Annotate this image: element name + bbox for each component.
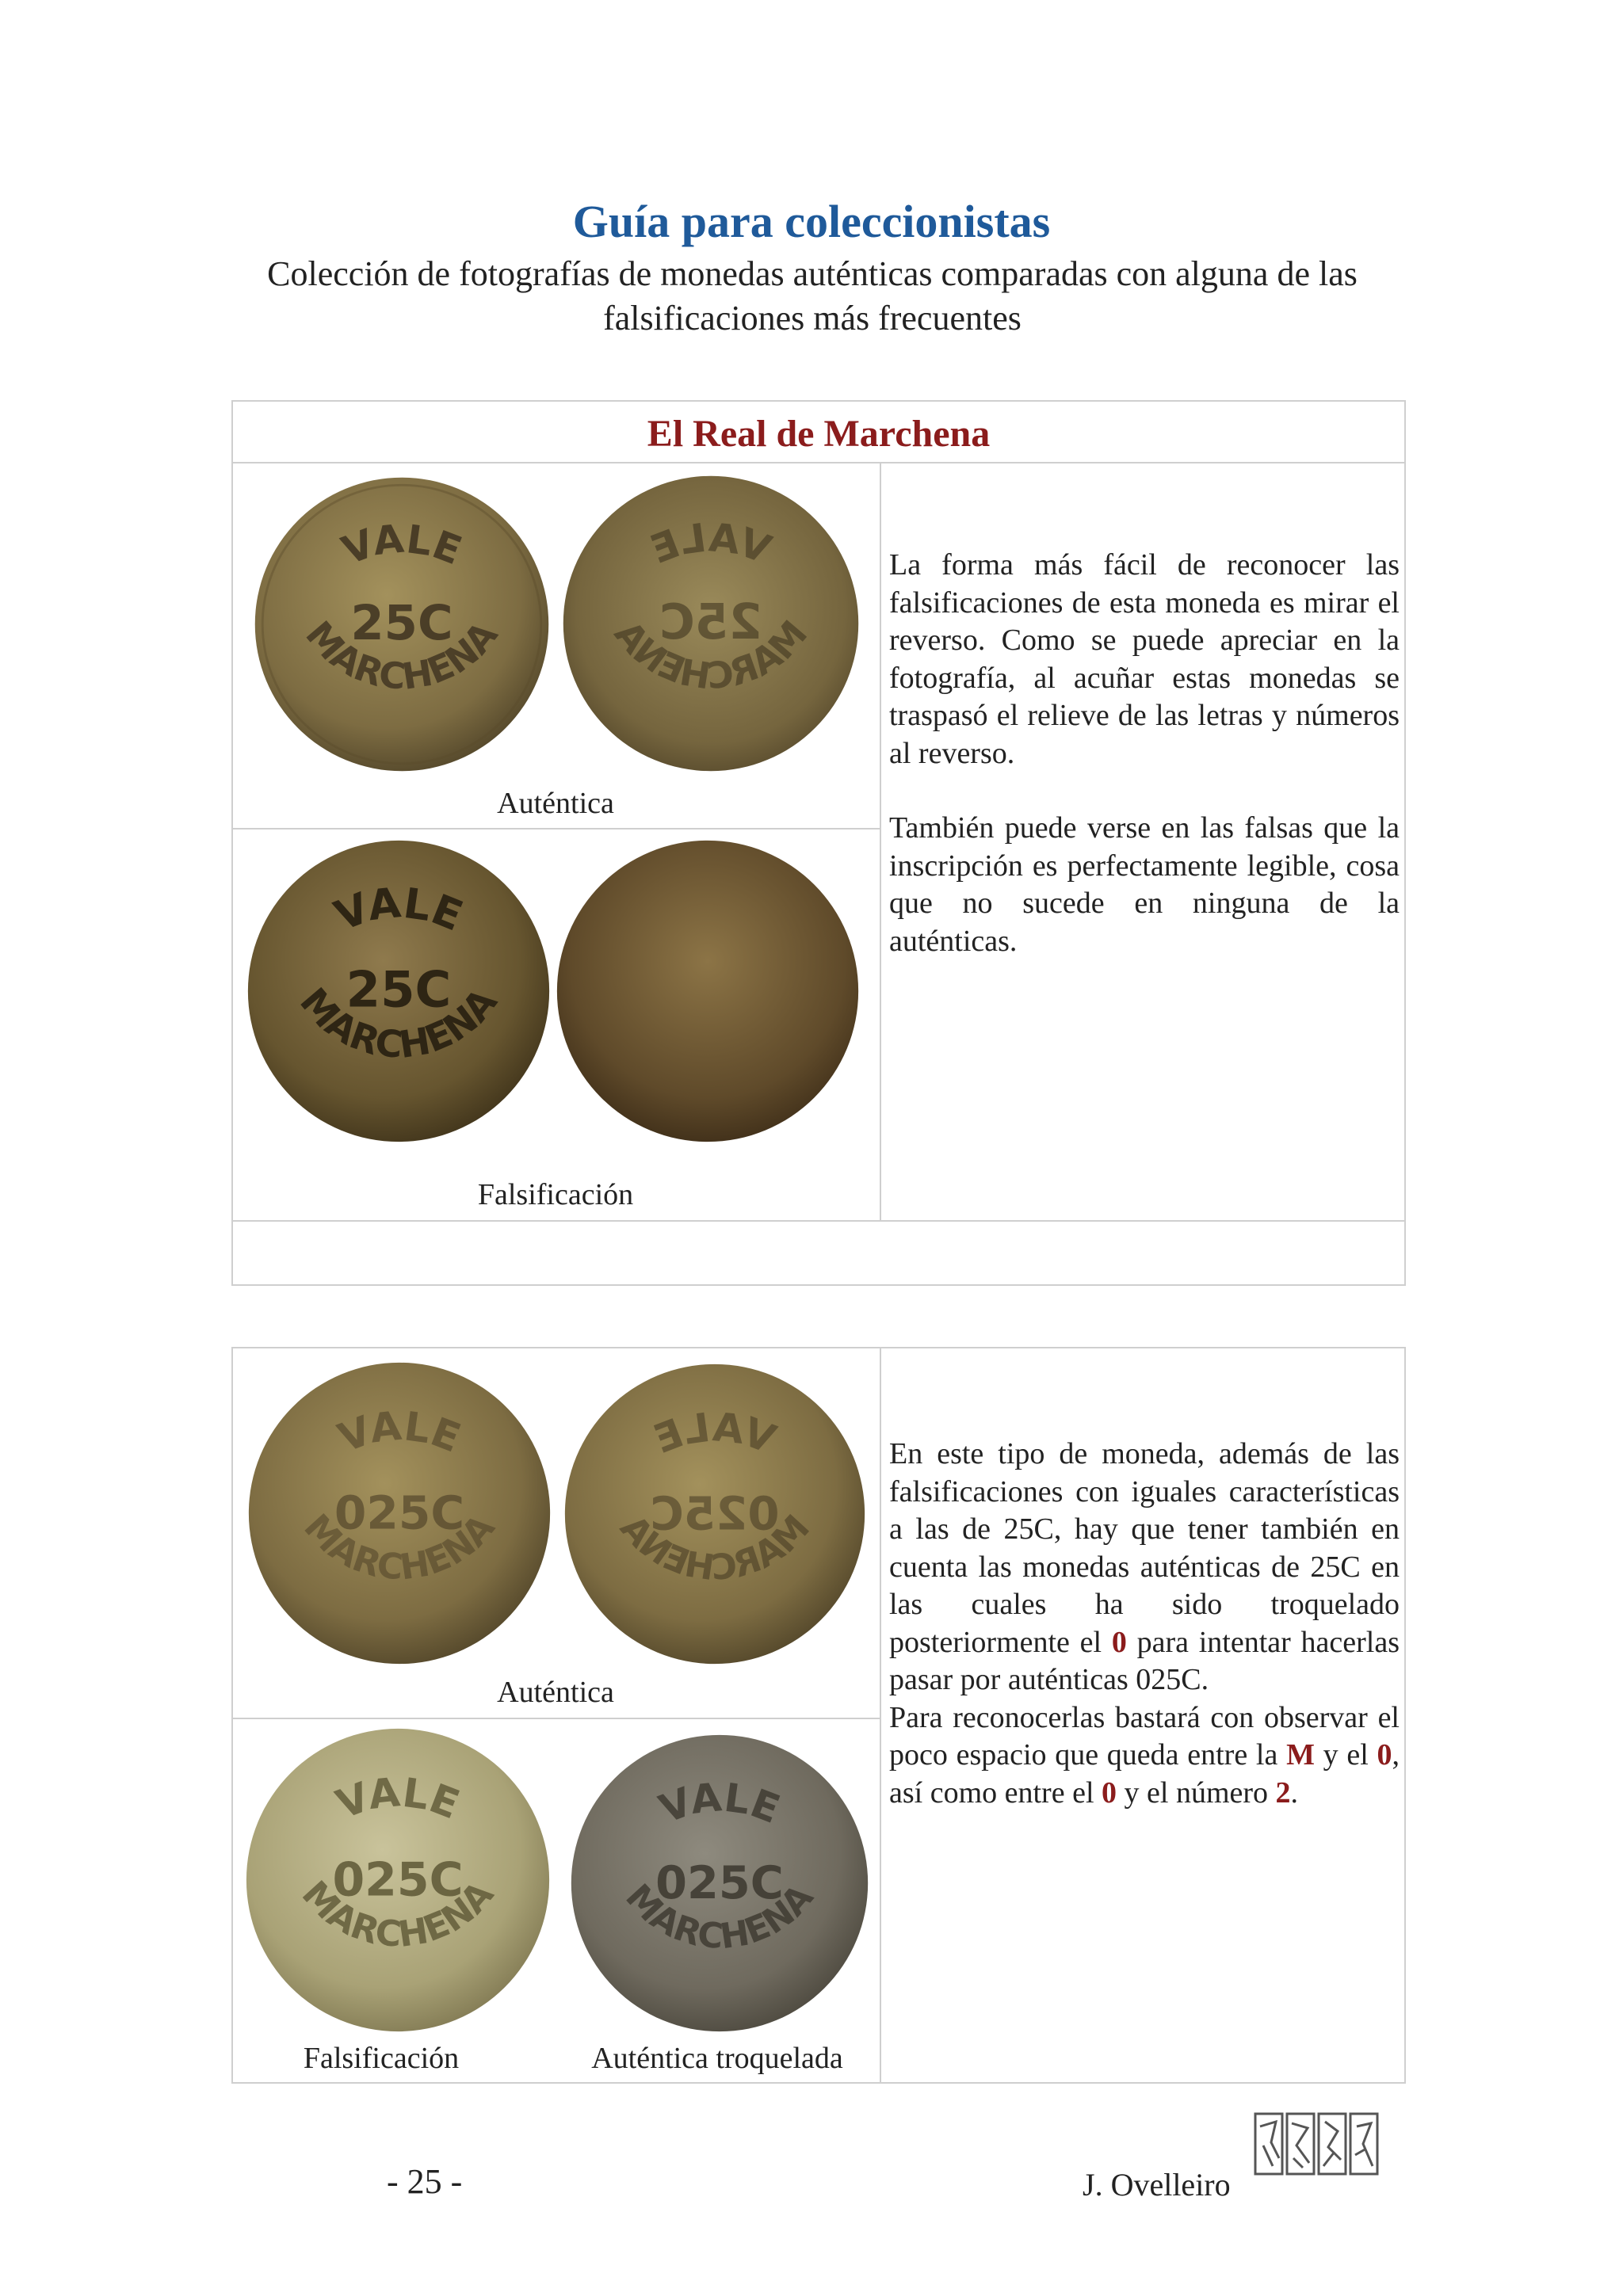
coin-text-bottom: MARCHENA: [293, 1872, 502, 1956]
coin-text-value: 025C: [332, 1852, 464, 1907]
coin-text-bottom: MARCHENA: [612, 1507, 818, 1589]
section-title: El Real de Marchena: [647, 413, 991, 455]
coin-text-value: 25C: [346, 960, 452, 1019]
highlight-zero: 0: [1102, 1775, 1117, 1810]
caption-authentic: Auténtica: [497, 787, 614, 820]
text-run: , así como entre el: [889, 1738, 1400, 1810]
divider: [880, 1347, 881, 2084]
coin-text-value: 25C: [659, 594, 762, 651]
caption-fake: Falsificación: [477, 1178, 634, 1211]
text-run: para intentar hacerlas pasar por auténticas 025C.: [889, 1625, 1400, 1696]
description-block-1: [889, 547, 1400, 960]
page-number: - 25 -: [387, 2162, 463, 2201]
paragraph: [889, 1436, 1400, 1699]
coin-authentic-obverse: [247, 474, 556, 775]
text-run: y el: [1323, 1738, 1369, 1772]
caption-stamped: Auténtica troquelada: [591, 2042, 843, 2075]
coin-text-value: 025C: [650, 1486, 780, 1541]
highlight-m: M: [1286, 1738, 1315, 1772]
coin-authentic-reverse: [556, 472, 865, 775]
highlight-zero: 0: [1111, 1625, 1127, 1659]
paragraph: [889, 1699, 1400, 1813]
paragraph: La forma más fácil de reconocer las falsificaciones de esta moneda es mirar el reverso. Como se puede apreciar en la fotografía, al acuñar estas monedas se traspasó el relieve de las letras y números al reverso.: [889, 548, 1400, 770]
coin-text-top: VALE: [331, 1402, 468, 1462]
author-name: J. Ovelleiro: [1083, 2167, 1231, 2203]
coin-text-bottom: MARCHENA: [297, 613, 506, 699]
coin-text-top: VALE: [644, 514, 777, 573]
divider: [880, 462, 881, 1220]
coin-text-top: VALE: [335, 515, 468, 574]
divider: [231, 462, 1406, 463]
coin-text-value: 025C: [334, 1486, 465, 1540]
coin-text-value: 25C: [350, 596, 453, 651]
coin-text-bottom: MARCHENA: [617, 1876, 822, 1958]
coin-fake-obverse: [244, 836, 553, 1146]
coin-text-bottom: MARCHENA: [296, 1506, 503, 1589]
coin-text-value: 025C: [655, 1856, 784, 1910]
description-block-2: [889, 1436, 1400, 1812]
divider: [231, 828, 880, 830]
text-run: Para reconocerlas bastará con observar el poco espacio que queda entre la: [889, 1700, 1400, 1772]
coin-text-bottom: MARCHENA: [291, 980, 506, 1068]
coin-025-fake-obverse: [242, 1726, 553, 2035]
text-run: En este tipo de moneda, además de las falsificaciones con iguales características a las de 25C, hay que tener también en cuenta las monedas auténticas de 25C en las cuales ha sido troquelado posteriormente el: [889, 1437, 1400, 1659]
author-logo: [1252, 2111, 1382, 2177]
divider: [231, 1220, 1406, 1222]
coin-text-top: VALE: [328, 879, 469, 941]
coin-text-bottom: MARCHENA: [606, 612, 816, 698]
paragraph: También puede verse en las falsas que la inscripción es perfectamente legible, cosa que no sucede en ninguna de la auténticas.: [889, 811, 1400, 958]
coin-025-stamped-obverse: [567, 1732, 872, 2035]
coin-text-top: VALE: [647, 1403, 782, 1463]
page-subtitle: Colección de fotografías de monedas auténticas comparadas con alguna de las falsificaciones más frecuentes: [267, 254, 1358, 338]
coin-text-top: VALE: [330, 1768, 466, 1829]
divider: [231, 1718, 880, 1719]
highlight-two: 2: [1275, 1775, 1291, 1810]
page-title: Guía para coleccionistas: [572, 196, 1051, 247]
caption-authentic: Auténtica: [497, 1676, 614, 1709]
highlight-zero: 0: [1377, 1738, 1392, 1772]
coin-025-authentic-obverse: [242, 1360, 556, 1667]
coin-fake-reverse: [553, 836, 862, 1146]
coin-text-top: VALE: [653, 1774, 786, 1833]
caption-fake: Falsificación: [303, 2042, 460, 2075]
coin-025-authentic-reverse: [559, 1361, 870, 1667]
text-run: y el número: [1124, 1775, 1269, 1810]
text-run: .: [1290, 1775, 1299, 1810]
